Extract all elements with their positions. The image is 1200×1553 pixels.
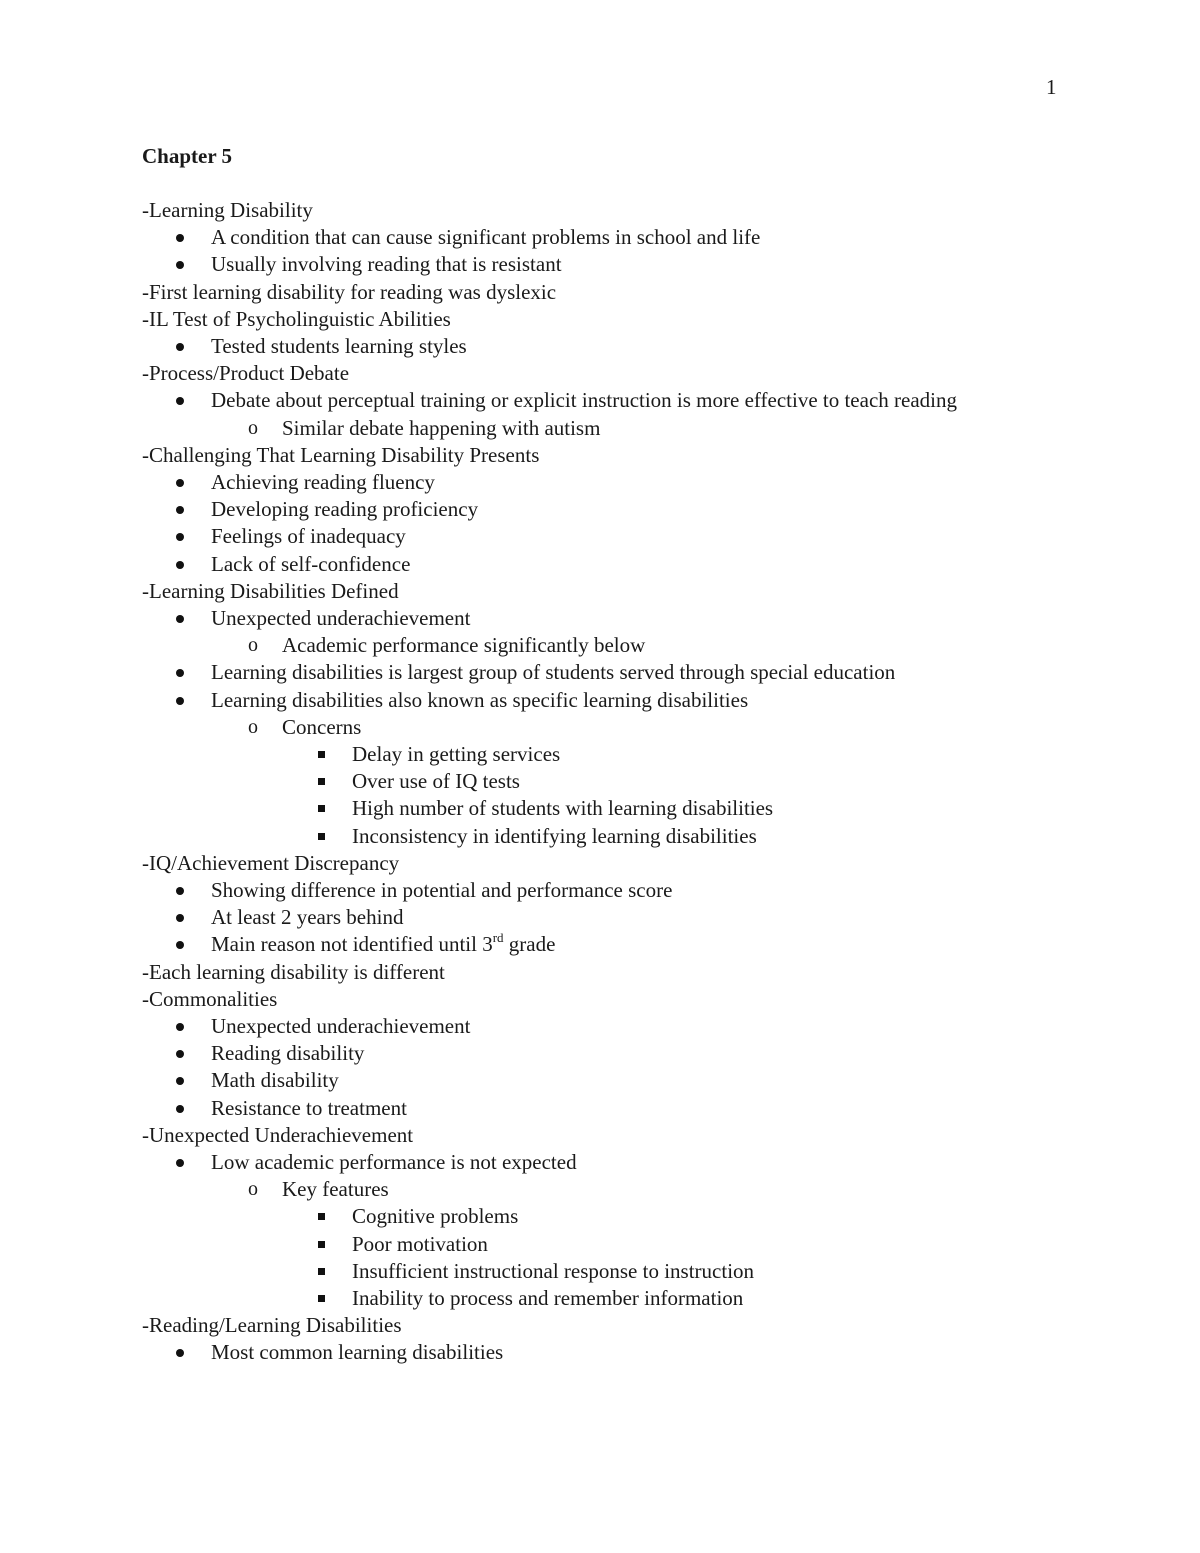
bullet-disc-icon [176,887,184,895]
bullet-disc-icon [176,234,184,242]
line-text: Similar debate happening with autism [282,416,601,440]
bullet-square-icon [318,751,325,758]
line-text: Learning disabilities is largest group of students served through special education [211,660,896,684]
line-text: Low academic performance is not expected [211,1150,577,1174]
chapter-title: Chapter 5 [142,144,233,168]
line-text: -Learning Disability [142,198,313,222]
bullet-square-icon [318,1268,325,1275]
line-text: High number of students with learning disabilities [352,796,774,820]
line-text: -Reading/Learning Disabilities [142,1313,402,1337]
line-text: -IQ/Achievement Discrepancy [142,851,400,875]
line-text: Achieving reading fluency [211,470,435,494]
line-text: A condition that can cause significant problems in school and life [211,225,761,249]
line-text: -Learning Disabilities Defined [142,579,399,603]
line-text: Showing difference in potential and performance score [211,878,673,902]
bullet-circle-icon: o [248,417,258,439]
bullet-disc-icon [176,669,184,677]
line-text: Learning disabilities also known as specific learning disabilities [211,688,749,712]
bullet-disc-icon [176,343,184,351]
bullet-disc-icon [176,615,184,623]
line-text: Most common learning disabilities [211,1340,504,1364]
line-text: Unexpected underachievement [211,606,471,630]
line-text: Feelings of inadequacy [211,524,406,548]
bullet-square-icon [318,1213,325,1220]
line-text: -First learning disability for reading was dyslexic [142,280,557,304]
line-text: Developing reading proficiency [211,497,479,521]
bullet-disc-icon [176,914,184,922]
superscript: rd [492,930,504,945]
page-number: 1 [1046,75,1057,99]
line-text-after: grade [503,932,556,956]
line-text: Unexpected underachievement [211,1014,471,1038]
line-text: -Commonalities [142,987,278,1011]
line-text-group [211,931,555,958]
bullet-disc-icon [176,1349,184,1357]
bullet-disc-icon [176,941,184,949]
bullet-disc-icon [176,1077,184,1085]
line-text: Key features [282,1177,389,1201]
line-text: -Process/Product Debate [142,361,350,385]
line-text: Tested students learning styles [211,334,467,358]
bullet-disc-icon [176,1050,184,1058]
bullet-disc-icon [176,506,184,514]
bullet-disc-icon [176,1023,184,1031]
bullet-square-icon [318,805,325,812]
line-text: -Unexpected Underachievement [142,1123,414,1147]
line-text: Inability to process and remember information [352,1286,744,1310]
bullet-square-icon [318,1295,325,1302]
bullet-square-icon [318,778,325,785]
bullet-square-icon [318,833,325,840]
line-text: -Each learning disability is different [142,960,445,984]
bullet-disc-icon [176,397,184,405]
bullet-circle-icon: o [248,716,258,738]
line-text: -IL Test of Psycholinguistic Abilities [142,307,451,331]
bullet-circle-icon: o [248,634,258,656]
line-text: Academic performance significantly below [282,633,646,657]
line-text: Lack of self-confidence [211,552,411,576]
line-text: Concerns [282,715,362,739]
bullet-disc-icon [176,533,184,541]
line-text: Reading disability [211,1041,365,1065]
line-text: Usually involving reading that is resistant [211,252,562,276]
line-text: Insufficient instructional response to instruction [352,1259,755,1283]
line-text: Delay in getting services [352,742,561,766]
line-text: Poor motivation [352,1232,488,1256]
bullet-disc-icon [176,697,184,705]
line-text: Debate about perceptual training or explicit instruction is more effective to teach reading [211,388,957,412]
bullet-disc-icon [176,561,184,569]
bullet-disc-icon [176,1159,184,1167]
bullet-disc-icon [176,261,184,269]
line-text: Resistance to treatment [211,1096,407,1120]
line-text: -Challenging That Learning Disability Presents [142,443,540,467]
bullet-circle-icon: o [248,1178,258,1200]
line-text: Over use of IQ tests [352,769,520,793]
bullet-square-icon [318,1241,325,1248]
line-text: At least 2 years behind [211,905,404,929]
line-text: Math disability [211,1068,339,1092]
line-text: Cognitive problems [352,1204,519,1228]
line-text: Inconsistency in identifying learning disabilities [352,824,757,848]
line-text: Main reason not identified until 3 [211,932,493,956]
bullet-disc-icon [176,479,184,487]
bullet-disc-icon [176,1105,184,1113]
